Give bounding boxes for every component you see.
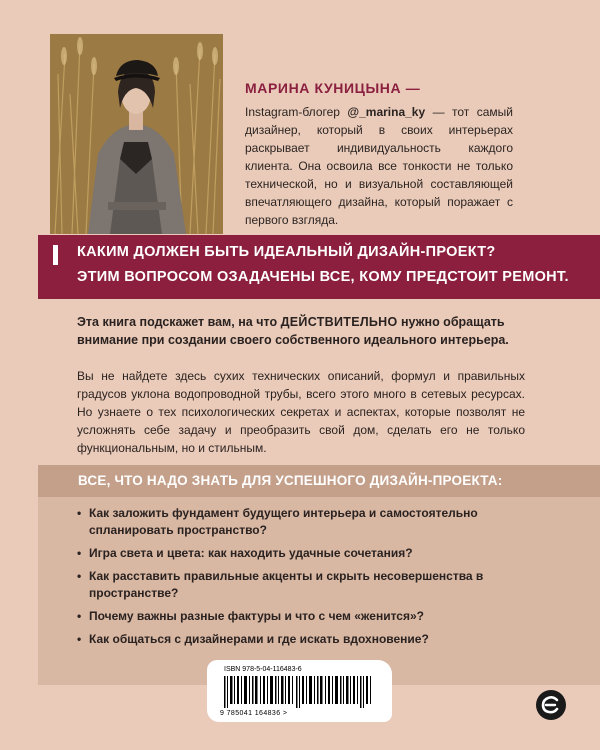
author-photo [50,34,223,234]
list-item: • Как расставить правильные акценты и скрыть несовершенства в пространстве? [77,568,517,602]
author-bio-text: — тот самый дизайнер, который в своих интерьерах раскрывает индивидуальность каждого клиента. Она освоила все тонкости не только технической, но и визуальной составляющей впечатляющего дизайна, который поражает с первого взгляда. [245,105,513,227]
intro-emphasis: ДЕЙСТВИТЕЛЬНО [280,315,398,329]
author-bio [245,103,513,229]
barcode-label [207,660,392,722]
barcode-bars [224,676,372,708]
list-item: • Игра света и цвета: как находить удачные сочетания? [77,545,517,562]
section-title: ВСЕ, ЧТО НАДО ЗНАТЬ ДЛЯ УСПЕШНОГО ДИЗАЙН-ПРОЕКТА: [38,465,600,497]
list-item: • Как общаться с дизайнерами и где искать вдохновение? [77,631,517,648]
barcode-number: 9 785041 164836 > [220,710,288,717]
intro-paragraph [77,313,525,349]
banner-line-1: КАКИМ ДОЛЖЕН БЫТЬ ИДЕАЛЬНЫЙ ДИЗАЙН-ПРОЕКТ? [77,244,496,260]
eksmo-logo-icon [536,690,566,720]
intro-after: нужно обращать внимание при создании своего собственного идеального интерьера. [77,315,509,347]
question-banner [38,235,600,299]
topics-list [77,505,517,654]
author-name: МАРИНА КУНИЦЫНА — [245,80,421,96]
description-paragraph: Вы не найдете здесь сухих технических описаний, формул и правильных градусов уклона водопроводной трубы, всего этого много в сетевых ресурсах. Но узнаете о тех психологических секретах и аспектах, которые позволят не усложнять себе задачу и преобразить свой дом, сделать его не только функциональным, но и стильным. [77,369,525,455]
author-bio-prefix: Instagram-блогер [245,105,348,119]
list-item: • Почему важны разные фактуры и что с чем «женится»? [77,608,517,625]
banner-line-2: ЭТИМ ВОПРОСОМ ОЗАДАЧЕНЫ ВСЕ, КОМУ ПРЕДСТОИТ РЕМОНТ. [77,269,569,285]
author-handle: @_marina_ky [347,105,426,119]
author-block [245,80,513,229]
key-topics-section [38,465,600,685]
list-item: • Как заложить фундамент будущего интерьера и самостоятельно спланировать пространство? [77,505,517,539]
banner-accent-bar [53,245,58,265]
intro-before: Эта книга подскажет вам, на что [77,315,281,329]
isbn-text: ISBN 978-5-04-116483-6 [224,666,302,673]
author-photo-illustration [50,34,223,234]
